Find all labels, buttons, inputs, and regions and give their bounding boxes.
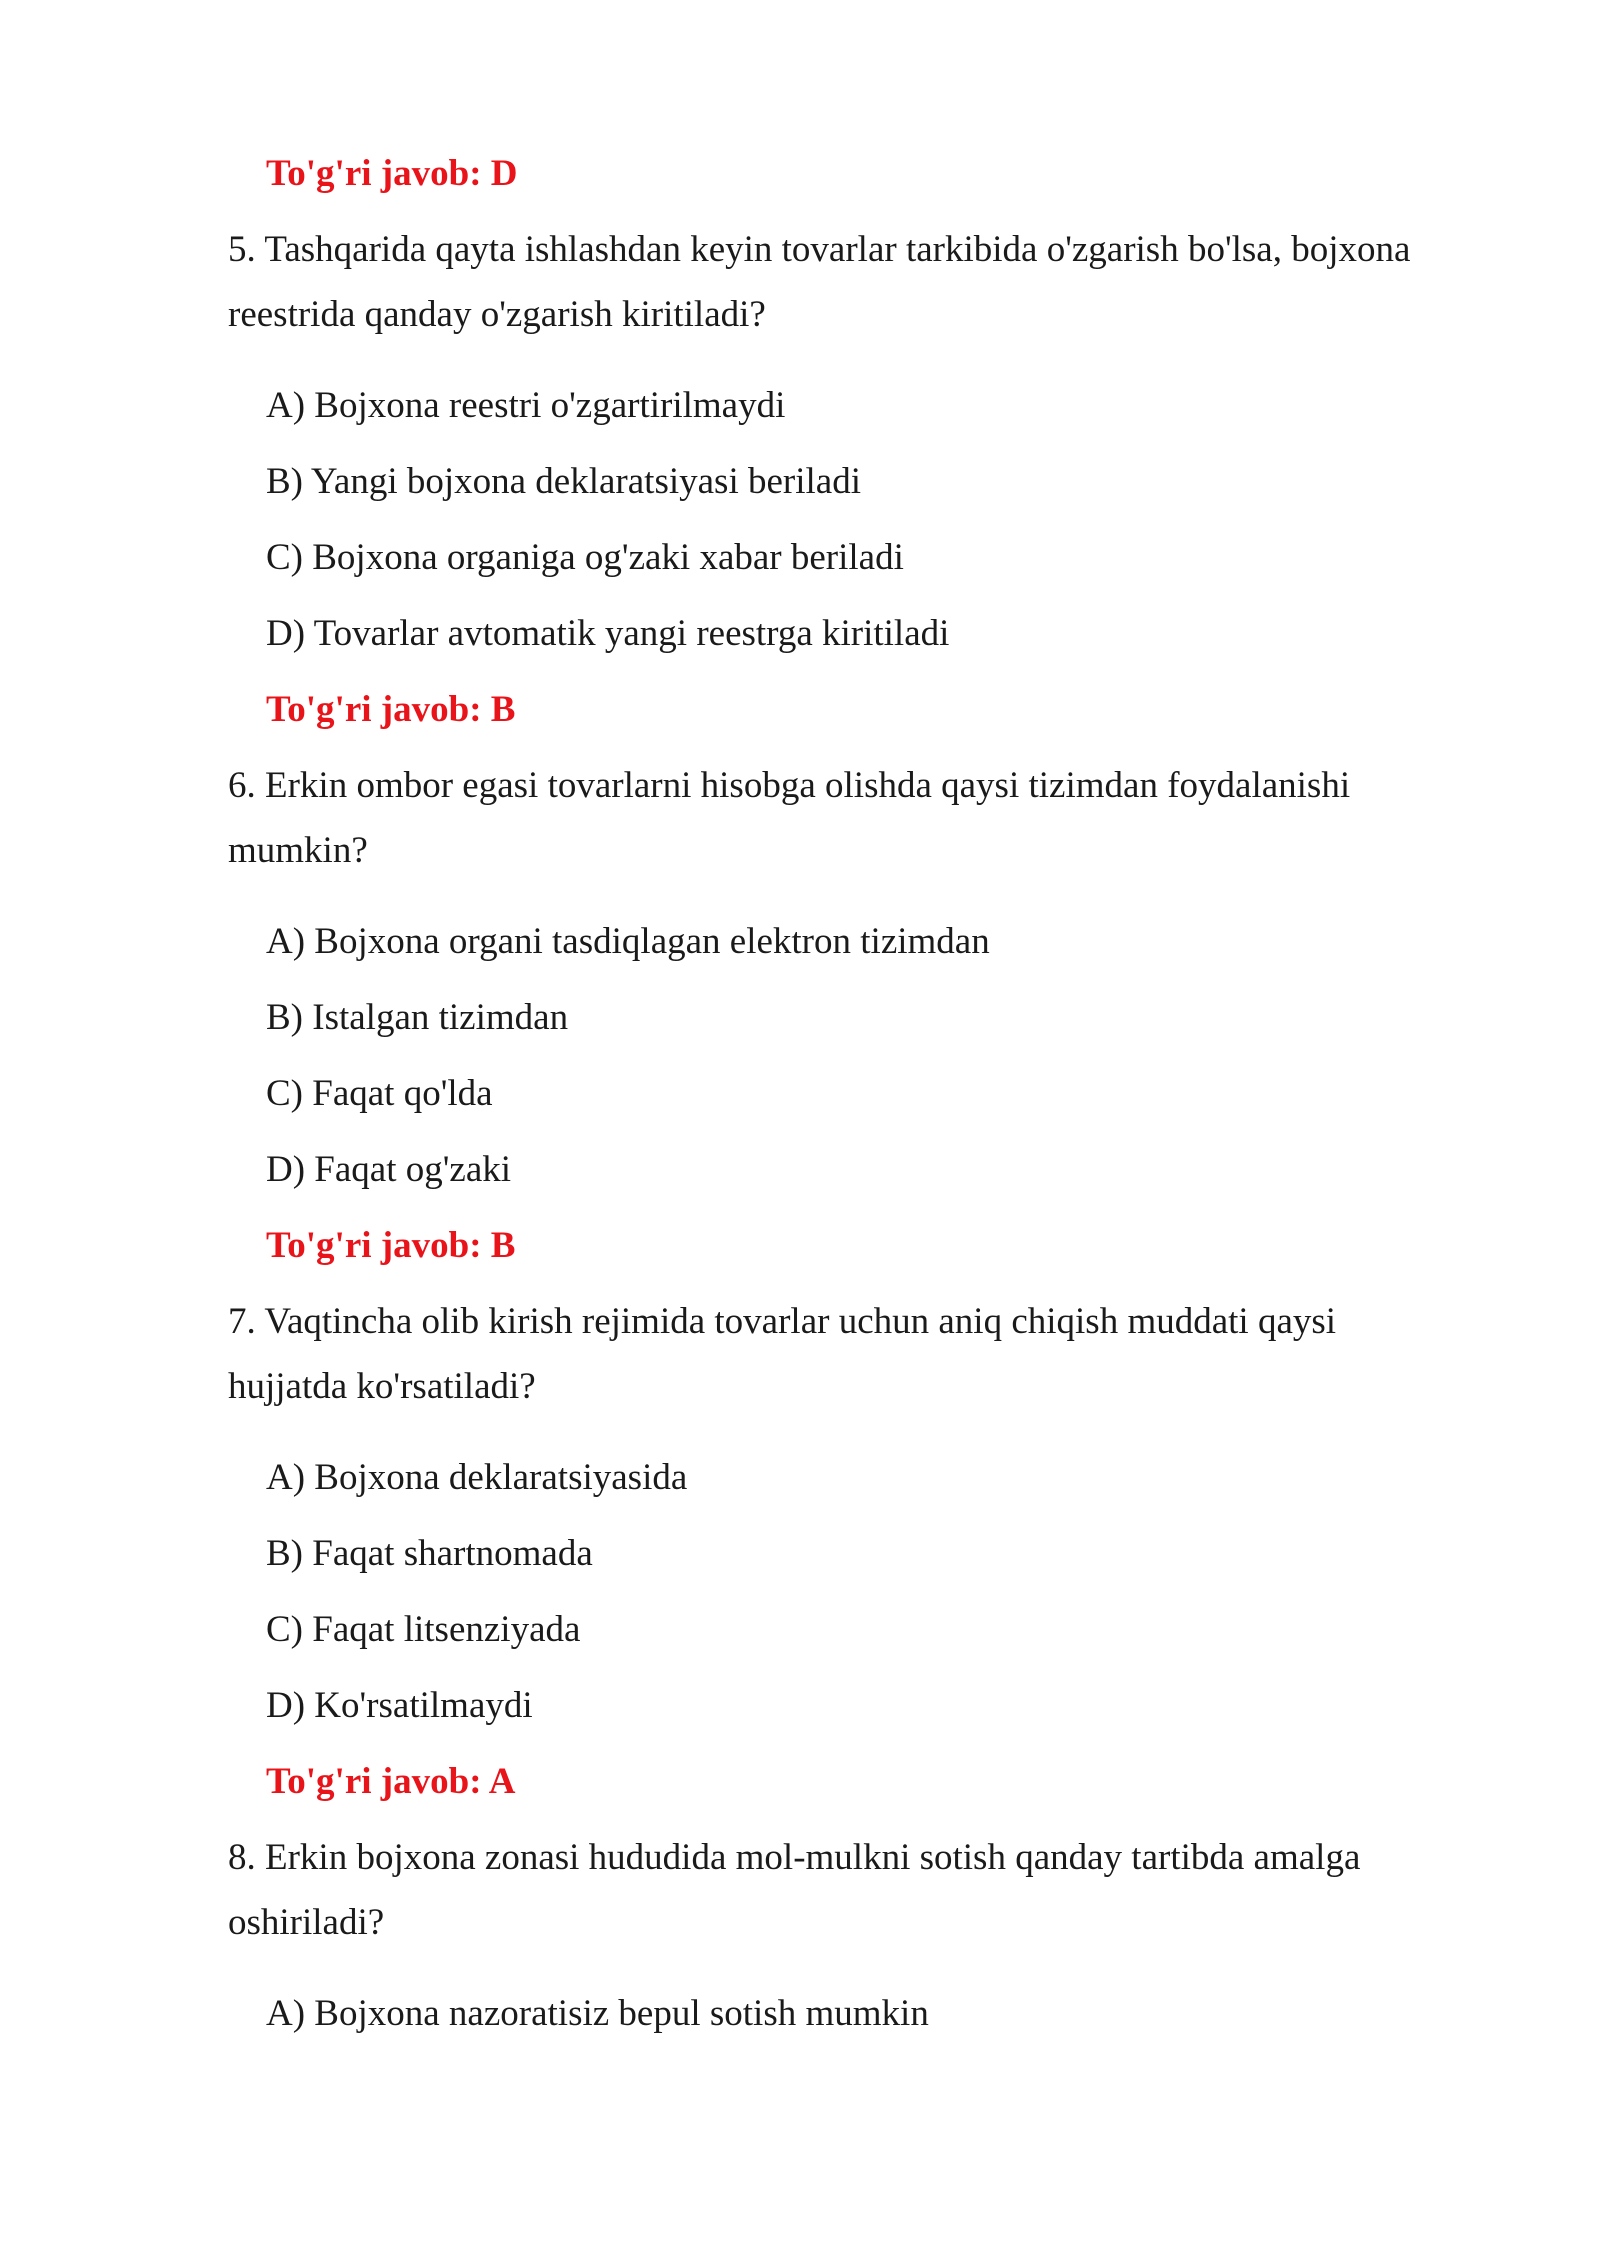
question-5-option-c: C) Bojxona organiga og'zaki xabar beriladi <box>266 537 904 578</box>
question-6-option-b: B) Istalgan tizimdan <box>266 997 569 1038</box>
question-6-option-d: D) Faqat og'zaki <box>266 1149 512 1190</box>
question-7-text-line-1: 7. Vaqtincha olib kirish rejimida tovarlar uchun aniq chiqish muddati qaysi <box>228 1301 1337 1342</box>
question-5-option-d: D) Tovarlar avtomatik yangi reestrga kiritiladi <box>266 613 950 654</box>
question-6-option-a: A) Bojxona organi tasdiqlagan elektron tizimdan <box>266 921 990 962</box>
question-6-text-line-1: 6. Erkin ombor egasi tovarlarni hisobga olishda qaysi tizimdan foydalanishi <box>228 765 1351 806</box>
question-8-text-line-2: oshiriladi? <box>228 1902 385 1943</box>
question-5-text-line-1: 5. Tashqarida qayta ishlashdan keyin tovarlar tarkibida o'zgarish bo'lsa, bojxona <box>228 229 1411 270</box>
question-5-option-a: A) Bojxona reestri o'zgartirilmaydi <box>266 385 786 426</box>
question-5-text-line-2: reestrida qanday o'zgarish kiritiladi? <box>228 294 766 335</box>
correct-answer-q4: To'g'ri javob: D <box>266 153 518 194</box>
question-8-text-line-1: 8. Erkin bojxona zonasi hududida mol-mulkni sotish qanday tartibda amalga <box>228 1837 1361 1878</box>
question-5-option-b: B) Yangi bojxona deklaratsiyasi beriladi <box>266 461 861 502</box>
question-7-option-a: A) Bojxona deklaratsiyasida <box>266 1457 688 1498</box>
question-5-correct-answer: To'g'ri javob: B <box>266 689 516 730</box>
question-8-option-a: A) Bojxona nazoratisiz bepul sotish mumkin <box>266 1993 929 2034</box>
question-6-correct-answer: To'g'ri javob: B <box>266 1225 516 1266</box>
question-6-text-line-2: mumkin? <box>228 830 368 871</box>
question-7-text-line-2: hujjatda ko'rsatiladi? <box>228 1366 536 1407</box>
question-7-option-c: C) Faqat litsenziyada <box>266 1609 581 1650</box>
question-7-option-b: B) Faqat shartnomada <box>266 1533 593 1574</box>
question-7-option-d: D) Ko'rsatilmaydi <box>266 1685 533 1726</box>
question-7-correct-answer: To'g'ri javob: A <box>266 1761 516 1802</box>
question-6-option-c: C) Faqat qo'lda <box>266 1073 493 1114</box>
